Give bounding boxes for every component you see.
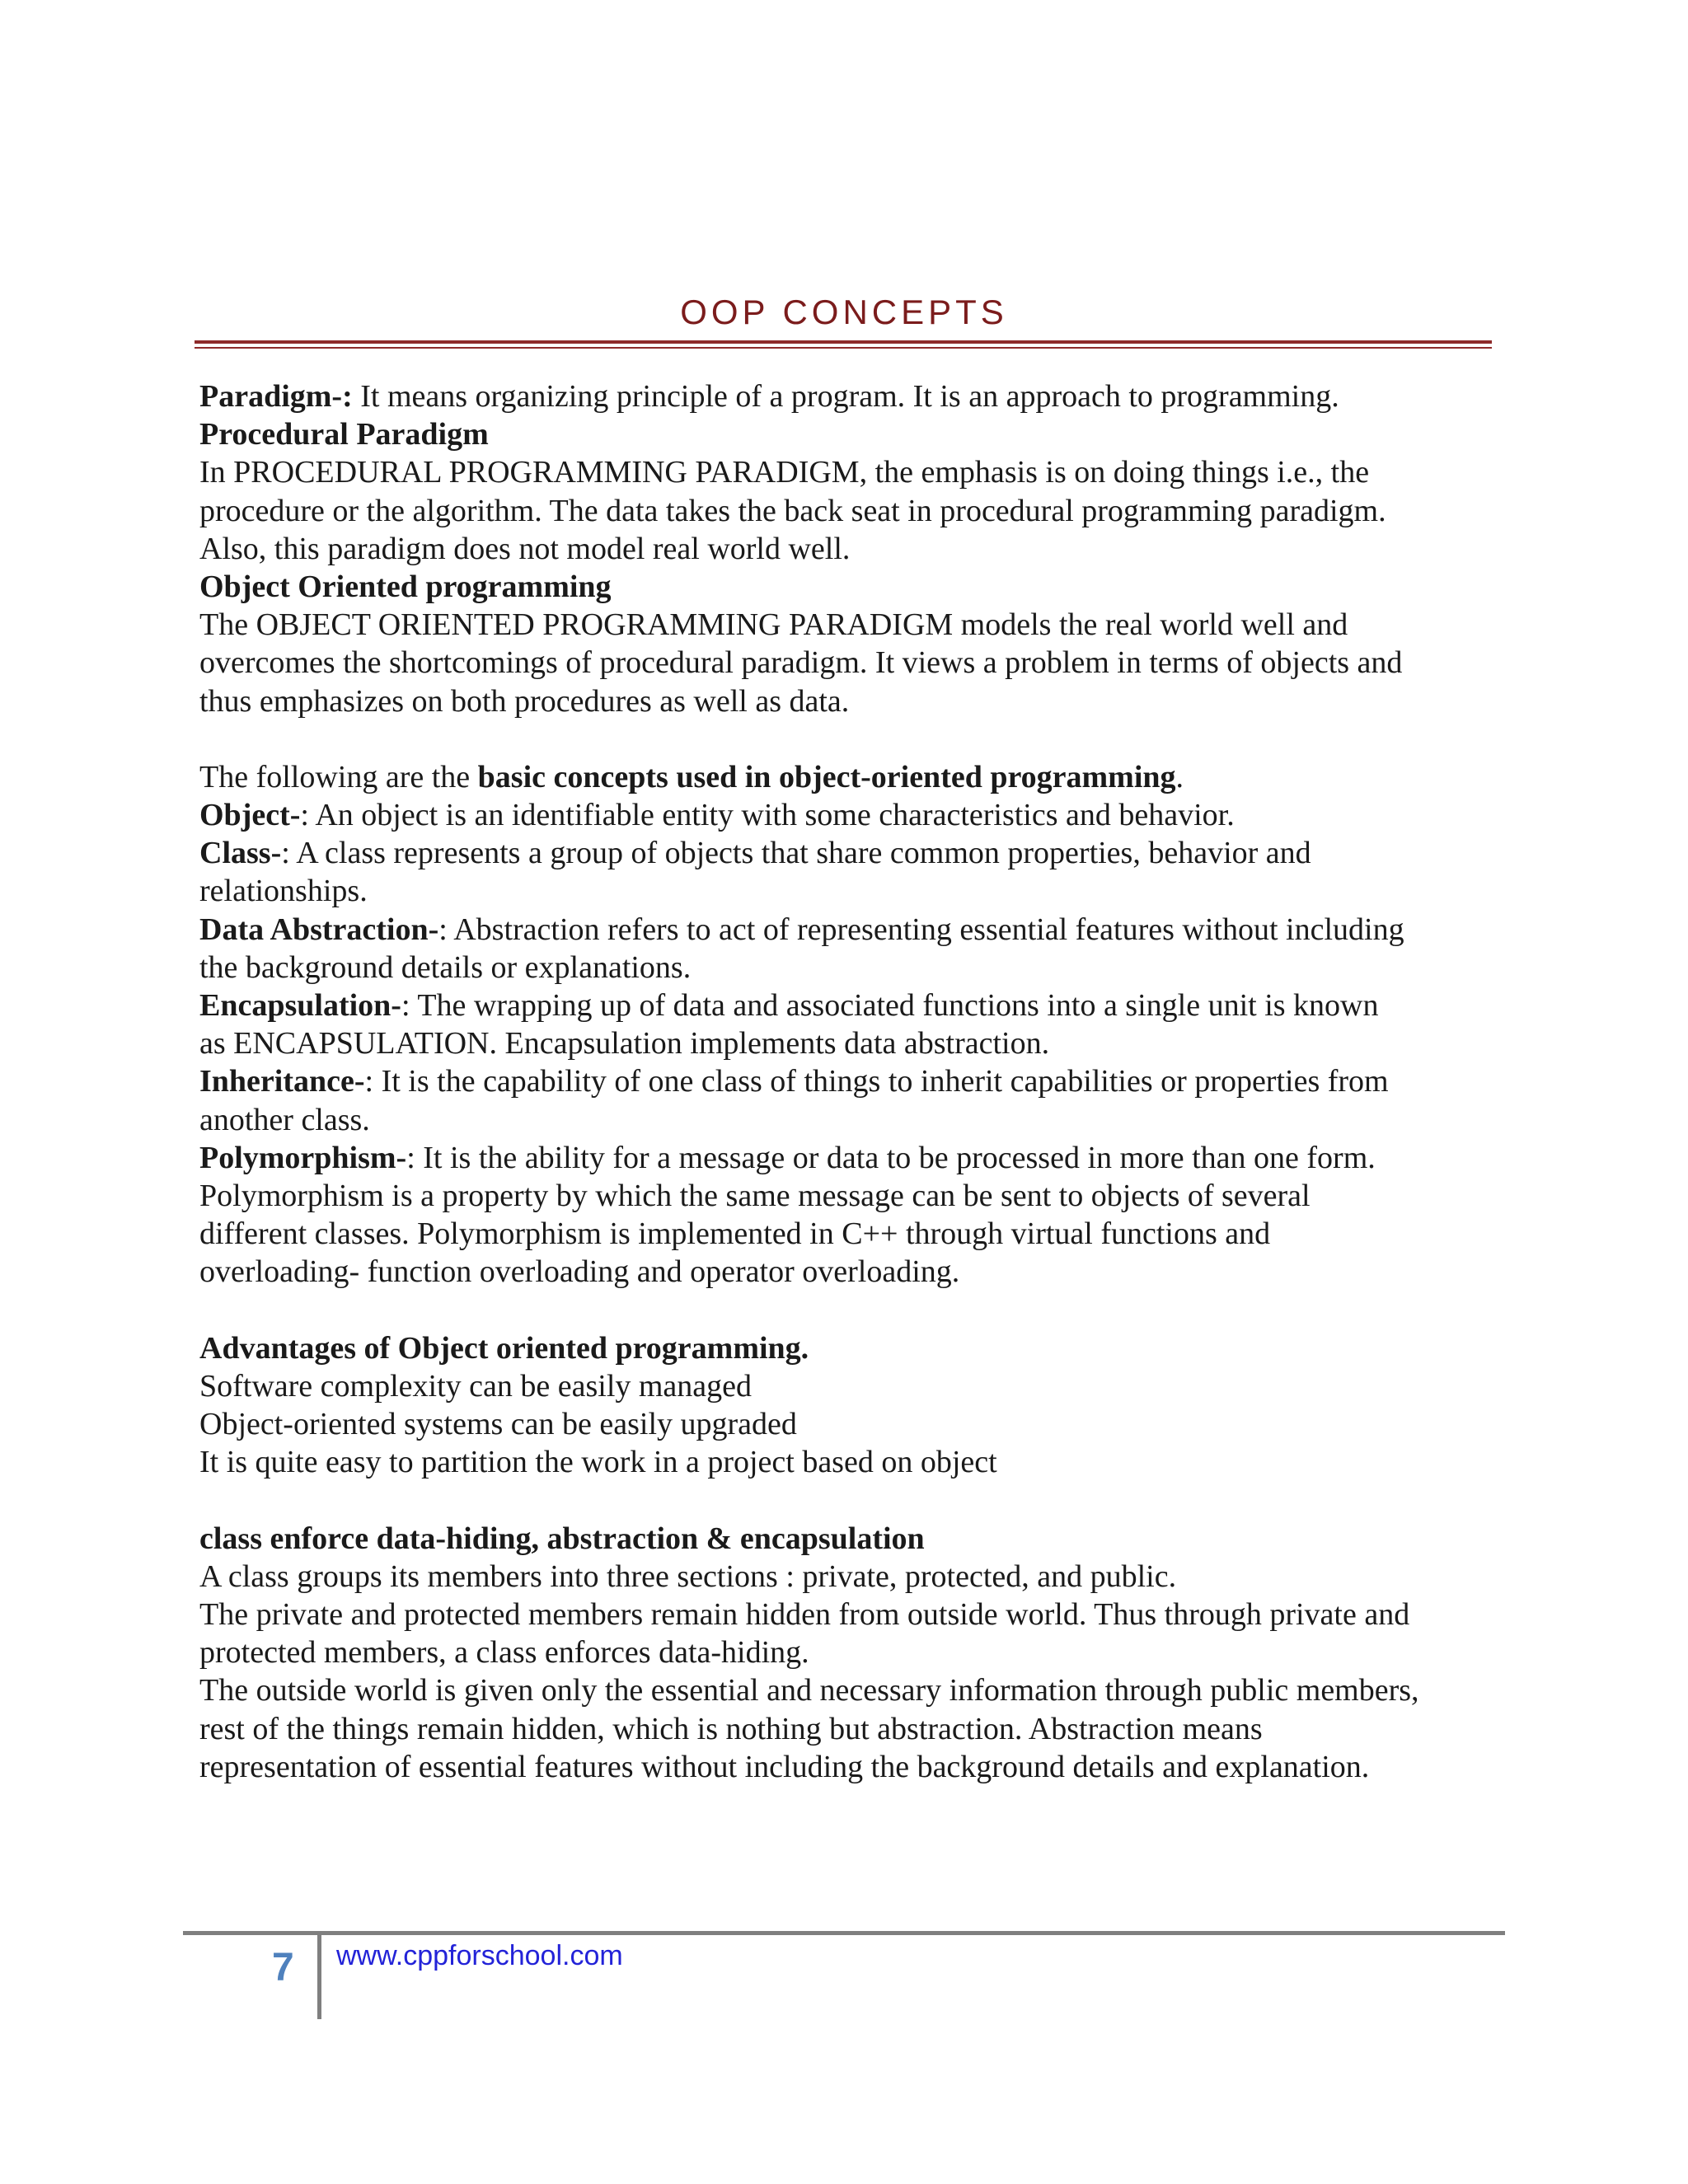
basic-intro-bold: basic concepts used in object-oriented programming: [477, 759, 1176, 794]
page-title: OOP CONCEPTS: [680, 293, 1008, 331]
abstraction-term: Data Abstraction-: [199, 912, 439, 947]
class-definition: [199, 834, 1518, 872]
advantages-heading: [199, 1329, 1518, 1367]
procedural-line: procedure or the algorithm. The data takes the back seat in procedural programming paradigm.: [199, 493, 1386, 528]
basic-intro-pre: The following are the: [199, 759, 478, 794]
procedural-heading: [199, 415, 1518, 453]
abstraction-definition-cont: the background details or explanations.: [199, 949, 692, 985]
class-enforce-line: rest of the things remain hidden, which is nothing but abstraction. Abstraction means: [199, 1711, 1263, 1746]
polymorphism-text: : It is the ability for a message or data to be processed in more than one form.: [406, 1140, 1376, 1175]
procedural-line: In PROCEDURAL PROGRAMMING PARADIGM, the emphasis is on doing things i.e., the: [199, 455, 1370, 490]
polymorphism-line: different classes. Polymorphism is implemented in C++ through virtual functions and: [199, 1216, 1271, 1252]
footer-url-link[interactable]: www.cppforschool.com: [336, 1940, 623, 1971]
advantages-heading-text: Advantages of Object oriented programming.: [199, 1330, 809, 1366]
paragraph-spacer: [199, 1291, 1518, 1329]
class-enforce-line: representation of essential features without including the background details and explanation.: [199, 1749, 1370, 1784]
paragraph-spacer: [199, 720, 1518, 758]
encapsulation-definition-cont: as ENCAPSULATION. Encapsulation implements data abstraction.: [199, 1026, 1050, 1062]
abstraction-definition: [199, 911, 1518, 949]
paragraph-spacer: [199, 1481, 1518, 1519]
inheritance-term: Inheritance-: [199, 1064, 365, 1099]
class-enforce-line: The private and protected members remain hidden from outside world. Thus through private and: [199, 1597, 1410, 1632]
class-enforce-line: protected members, a class enforces data-hiding.: [199, 1635, 809, 1671]
class-term: Class-: [199, 836, 282, 871]
paradigm-definition: [199, 377, 1518, 415]
advantages-item: Object-oriented systems can be easily upgraded: [199, 1407, 797, 1442]
abstraction-text: : Abstraction refers to act of representing essential features without including: [438, 912, 1404, 947]
procedural-line: Also, this paradigm does not model real world well.: [199, 531, 851, 566]
inheritance-definition: [199, 1062, 1518, 1100]
class-enforce-line: A class groups its members into three sections : private, protected, and public.: [199, 1558, 1177, 1594]
encapsulation-text: : The wrapping up of data and associated functions into a single unit is known: [401, 988, 1379, 1023]
polymorphism-line: Polymorphism is a property by which the same message can be sent to objects of several: [199, 1178, 1311, 1213]
procedural-heading-text: Procedural Paradigm: [199, 417, 489, 452]
inheritance-text: : It is the capability of one class of things to inherit capabilities or properties from: [364, 1064, 1389, 1099]
paradigm-term: Paradigm-:: [199, 379, 353, 414]
title-rule-thin: [195, 347, 1492, 349]
class-enforce-heading-text: class enforce data-hiding, abstraction & encapsulation: [199, 1521, 925, 1556]
object-term: Object-: [199, 798, 301, 833]
oop-line: thus emphasizes on both procedures as well as data.: [199, 683, 850, 719]
oop-line: The OBJECT ORIENTED PROGRAMMING PARADIGM models the real world well and: [199, 607, 1348, 643]
class-definition-cont: relationships.: [199, 874, 368, 909]
polymorphism-definition: [199, 1139, 1518, 1177]
oop-heading: [199, 568, 1518, 606]
polymorphism-term: Polymorphism-: [199, 1140, 407, 1175]
page-number: 7: [272, 1946, 294, 1990]
class-enforce-heading: [199, 1520, 1518, 1558]
object-text: : An object is an identifiable entity with some characteristics and behavior.: [300, 798, 1235, 833]
polymorphism-line: overloading- function overloading and operator overloading.: [199, 1254, 960, 1290]
advantages-item: Software complexity can be easily managed: [199, 1368, 753, 1404]
paradigm-text: It means organizing principle of a program. It is an approach to programming.: [352, 379, 1339, 414]
class-text: : A class represents a group of objects that share common properties, behavior and: [281, 836, 1311, 871]
object-definition: [199, 796, 1518, 834]
class-enforce-line: The outside world is given only the essential and necessary information through public members,: [199, 1673, 1419, 1708]
basic-intro-post: .: [1175, 759, 1184, 794]
footer-rule: [183, 1931, 1505, 1935]
encapsulation-definition: [199, 987, 1518, 1024]
title-rule: [195, 340, 1492, 344]
encapsulation-term: Encapsulation-: [199, 988, 401, 1023]
advantages-item: It is quite easy to partition the work in a project based on object: [199, 1445, 997, 1480]
oop-heading-text: Object Oriented programming: [199, 569, 612, 604]
document-body: [199, 377, 1518, 1786]
basic-concepts-intro: [199, 758, 1518, 796]
footer-divider: [317, 1934, 321, 2019]
oop-line: overcomes the shortcomings of procedural paradigm. It views a problem in terms of objects and: [199, 645, 1403, 681]
inheritance-definition-cont: another class.: [199, 1102, 370, 1137]
